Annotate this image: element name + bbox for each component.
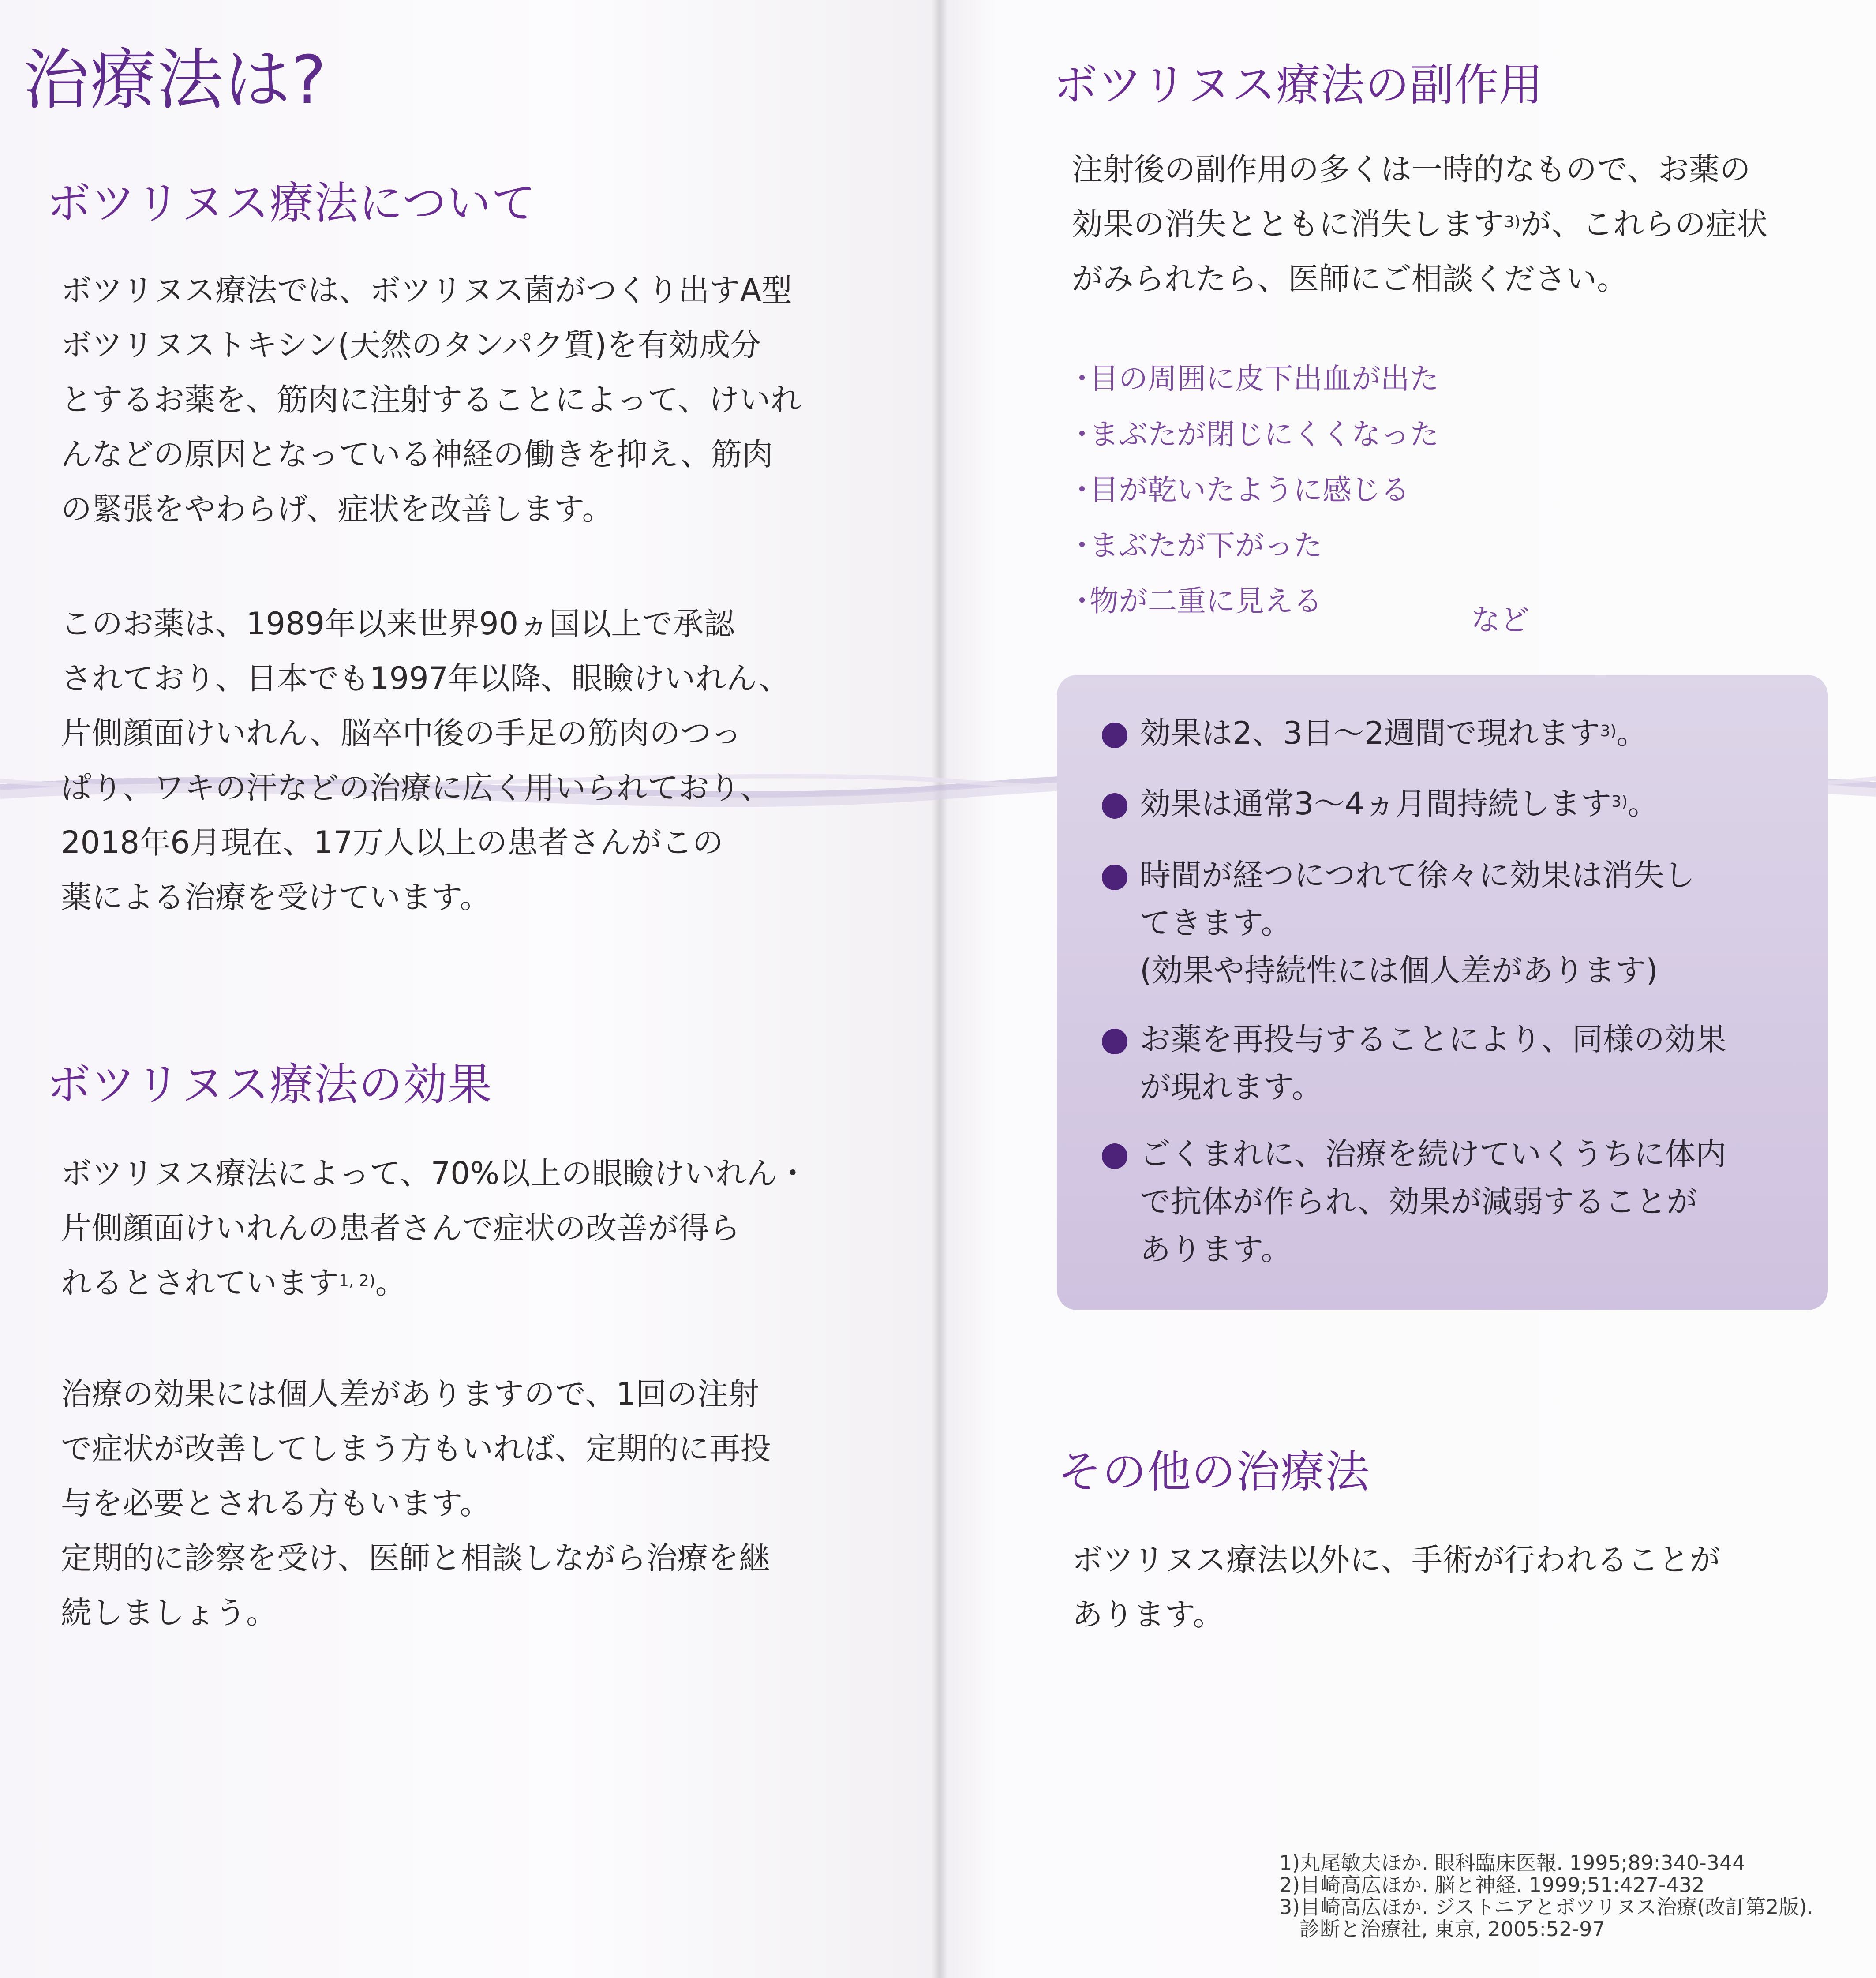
heading-other-treatments: その他の治療法 [1058, 1446, 1370, 1498]
page-gutter [932, 0, 947, 1978]
side-effects-reference-mark: 3) [1504, 213, 1520, 231]
list-item [1067, 407, 1439, 462]
info-bullet-text: お薬を再投与することにより、同様の効果 が現れます。 [1140, 1021, 1726, 1105]
info-bullet-text: ごくまれに、治療を続けていくうちに体内 で抗体が作られ、効果が減弱することが あります。 [1140, 1136, 1726, 1267]
info-bullet-text: 時間が経つにつれて徐々に効果は消失し てきます。 (効果や持続性には個人差があります) [1140, 857, 1695, 989]
bullet-dot: ・ [1067, 584, 1097, 618]
info-bullet-fade [1102, 851, 1790, 994]
side-effects-intro-b: が、これらの症状 がみられたら、医師にご相談ください。 [1072, 206, 1767, 297]
onset-reference-mark: 3) [1600, 722, 1617, 740]
references [1279, 1852, 1813, 1940]
symptom-list [1067, 351, 1439, 629]
efficacy-paragraph-1-text: ボツリヌス療法によって、70%以上の眼瞼けいれん・ 片側顔面けいれんの患者さんで症状の改善が得ら れるとされています [61, 1155, 809, 1301]
info-bullet-antibody [1102, 1130, 1790, 1273]
onset-end: 。 [1616, 715, 1648, 751]
efficacy-reference-mark: 1, 2) [339, 1272, 375, 1290]
about-paragraph-1: ボツリヌス療法では、ボツリヌス菌がつくり出すA型 ボツリヌストキシン(天然のタンパク質)を有効成分 とするお薬を、筋肉に注射することによって、けいれ んなどの原因となっている神経の働きを抑え、筋肉 の緊張をやわらげ、症状を改善します。 [61, 272, 801, 527]
info-bullet-text [1140, 780, 1790, 828]
symptom-text: まぶたが閉じにくくなった [1090, 417, 1439, 451]
efficacy-paragraph-1-end: 。 [375, 1265, 406, 1301]
list-item [1067, 462, 1439, 518]
efficacy-paragraph-2: 治療の効果には個人差がありますので、1回の注射 で症状が改善してしまう方もいれば、定期的に再投 与を必要とされる方もいます。 定期的に診察を受け、医師と相談しながら治療を継 続しましょう。 [61, 1376, 771, 1631]
bullet-dot: ・ [1067, 362, 1097, 396]
bullet-dot [1102, 793, 1127, 819]
symptom-text: 目の周囲に皮下出血が出た [1090, 362, 1439, 396]
bullet-dot [1102, 865, 1127, 890]
reference-item: 2)目崎高広ほか. 脳と神経. 1999;51:427-432 [1279, 1873, 1705, 1897]
reference-item: 3)目崎高広ほか. ジストニアとボツリヌス治療(改訂第2版). 診断と治療社, 東京, 2005:52-97 [1279, 1895, 1814, 1941]
bullet-dot: ・ [1067, 528, 1097, 562]
side-effects-intro [1072, 142, 1767, 306]
bullet-dot [1102, 1029, 1127, 1054]
heading-side-effects: ボツリヌス療法の副作用 [1053, 59, 1543, 111]
bullet-dot: ・ [1067, 473, 1097, 507]
info-box [1057, 675, 1828, 1310]
symptom-text: まぶたが下がった [1090, 528, 1322, 562]
info-bullet-readminister [1102, 1015, 1790, 1111]
about-paragraph-2: このお薬は、1989年以来世界90ヵ国以上で承認 されており、日本でも1997年以降、眼瞼けいれん、 片側顔面けいれん、脳卒中後の手足の筋肉のつっ ぱり、ワキの汗などの治療に広く用いられており、 2018年6月現在、17万人以上の患者さんがこの 薬による治療を受けています。 [61, 606, 790, 915]
list-item [1067, 351, 1439, 407]
bullet-dot [1102, 723, 1127, 748]
info-bullet-duration [1102, 780, 1790, 828]
info-bullet-text [1140, 709, 1790, 757]
heading-efficacy: ボツリヌス療法の効果 [47, 1059, 492, 1110]
symptom-text: 目が乾いたように感じる [1090, 473, 1410, 507]
info-bullet-onset [1102, 709, 1790, 757]
list-item [1067, 573, 1439, 629]
reference-item: 1)丸尾敏夫ほか. 眼科臨床医報. 1995;89:340-344 [1279, 1851, 1745, 1875]
duration-end: 。 [1628, 786, 1659, 822]
etc-label: など [1471, 603, 1529, 637]
duration-reference-mark: 3) [1611, 793, 1628, 811]
duration-text: 効果は通常3〜4ヵ月間持続します [1140, 786, 1612, 822]
list-item [1067, 518, 1439, 573]
side-effects-intro-a: 注射後の副作用の多くは一時的なもので、お薬の 効果の消失とともに消失します [1072, 151, 1751, 242]
bullet-dot: ・ [1067, 417, 1097, 451]
efficacy-paragraph-1 [61, 1146, 808, 1310]
symptom-text: 物が二重に見える [1090, 584, 1322, 618]
page-title: 治療法は? [23, 42, 327, 119]
other-treatments-text: ボツリヌス療法以外に、手術が行われることが あります。 [1072, 1542, 1720, 1633]
heading-about-botulinum: ボツリヌス療法について [47, 177, 536, 229]
onset-text: 効果は2、3日〜2週間で現れます [1140, 715, 1600, 751]
bullet-dot [1102, 1143, 1127, 1169]
